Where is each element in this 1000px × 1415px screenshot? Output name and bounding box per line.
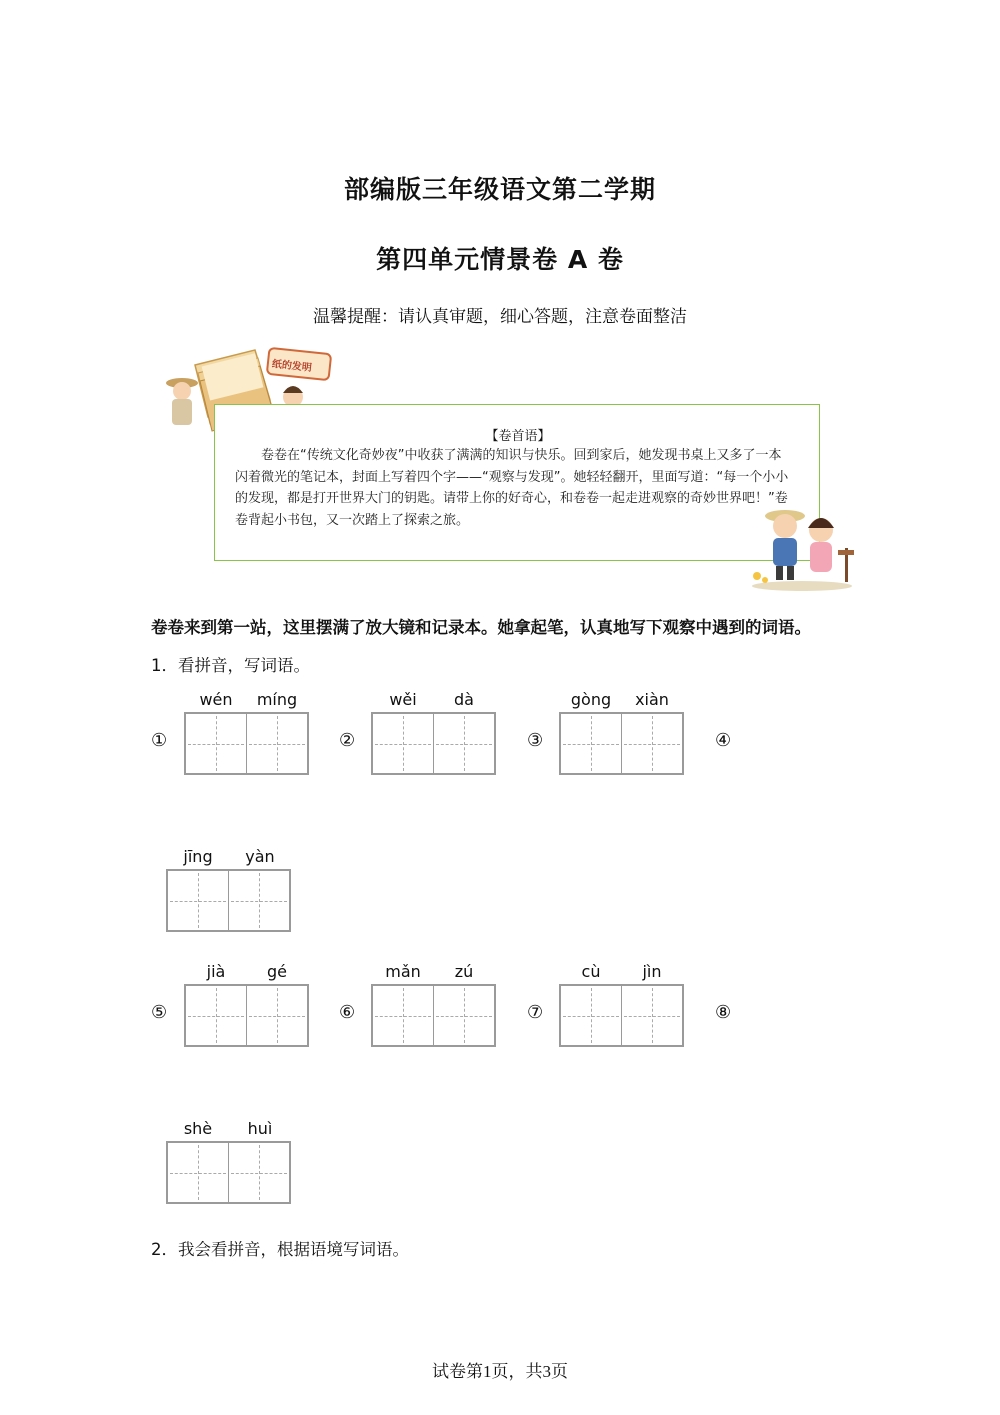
intro-box — [214, 404, 820, 561]
writing-cell[interactable] — [621, 714, 682, 773]
item-8-marker: ⑧ — [715, 1002, 732, 1023]
writing-cell[interactable] — [168, 871, 228, 930]
girl-explorer-icon — [808, 518, 834, 572]
writing-cell[interactable] — [246, 714, 307, 773]
item-6-pinyin-1: mǎn — [385, 962, 421, 981]
writing-cell[interactable] — [561, 714, 621, 773]
intro-text: 卷卷在“传统文化奇妙夜”中收获了满满的知识与快乐。回到家后，她发现书桌上又多了一本闪着微光的笔记本，封面上写着四个字——“观察与发现”。她轻轻翻开，里面写道：“每一个小小的发现，都是打开世界大门的钥匙。请带上你的好奇心，和卷卷一起走进观察的奇妙世界吧！”卷卷背起小书包，又一次踏上了探索之旅。 — [235, 448, 789, 528]
item-2-pinyin-2: dà — [454, 690, 474, 709]
item-6-pinyin-2: zú — [454, 962, 474, 981]
item-3-pinyin-1: gòng — [570, 690, 612, 709]
item-5-answer-boxes[interactable] — [184, 984, 309, 1047]
writing-cell[interactable] — [621, 986, 682, 1045]
item-1-marker: ① — [151, 730, 168, 751]
signpost-icon — [838, 548, 854, 582]
item-2-marker: ② — [339, 730, 356, 751]
item-2-answer-boxes[interactable] — [371, 712, 496, 775]
item-4-pinyin-1: jīng — [183, 847, 213, 866]
children-illustration — [745, 500, 860, 592]
item-8-pinyin-2: huì — [247, 1119, 273, 1138]
writing-cell[interactable] — [373, 986, 433, 1045]
writing-cell[interactable] — [228, 1143, 289, 1202]
item-8-pinyin-1: shè — [183, 1119, 213, 1138]
item-7-pinyin-2: jìn — [642, 962, 662, 981]
writing-cell[interactable] — [186, 986, 246, 1045]
page-footer: 试卷第1页，共3页 — [432, 1362, 568, 1381]
item-5-marker: ⑤ — [151, 1002, 168, 1023]
old-man-figure-icon — [166, 378, 198, 425]
writing-cell[interactable] — [373, 714, 433, 773]
item-1-pinyin-2: míng — [256, 690, 298, 709]
item-7-answer-boxes[interactable] — [559, 984, 684, 1047]
item-4-marker: ④ — [715, 730, 732, 751]
writing-cell[interactable] — [186, 714, 246, 773]
item-1-answer-boxes[interactable] — [184, 712, 309, 775]
question-2-label: 2．我会看拼音，根据语境写词语。 — [151, 1240, 409, 1259]
item-1-pinyin-1: wén — [199, 690, 233, 709]
writing-cell[interactable] — [228, 871, 289, 930]
item-4-pinyin-2: yàn — [245, 847, 275, 866]
boy-explorer-icon — [765, 510, 805, 580]
flower-icon — [753, 572, 768, 583]
item-3-marker: ③ — [527, 730, 544, 751]
item-5-pinyin-1: jià — [206, 962, 226, 981]
item-6-marker: ⑥ — [339, 1002, 356, 1023]
item-6-answer-boxes[interactable] — [371, 984, 496, 1047]
page-subtitle: 第四单元情景卷 A 卷 — [376, 245, 624, 274]
writing-cell[interactable] — [433, 986, 494, 1045]
item-2-pinyin-1: wěi — [389, 690, 417, 709]
section-heading: 卷卷来到第一站，这里摆满了放大镜和记录本。她拿起笔，认真地写下观察中遇到的词语。 — [151, 618, 811, 637]
question-1-label: 1．看拼音，写词语。 — [151, 656, 310, 675]
item-7-marker: ⑦ — [527, 1002, 544, 1023]
item-3-pinyin-2: xiàn — [635, 690, 669, 709]
writing-cell[interactable] — [246, 986, 307, 1045]
writing-cell[interactable] — [168, 1143, 228, 1202]
page-title: 部编版三年级语文第二学期 — [343, 175, 656, 204]
item-5-pinyin-2: gé — [267, 962, 287, 981]
item-3-answer-boxes[interactable] — [559, 712, 684, 775]
item-8-answer-boxes[interactable] — [166, 1141, 291, 1204]
intro-heading: 【卷首语】 — [485, 429, 551, 444]
reminder-text: 温馨提醒：请认真审题，细心答题，注意卷面整洁 — [313, 307, 687, 327]
sign-text: 纸的发明 — [271, 358, 313, 375]
writing-cell[interactable] — [561, 986, 621, 1045]
item-7-pinyin-1: cù — [581, 962, 601, 981]
item-4-answer-boxes[interactable] — [166, 869, 291, 932]
writing-cell[interactable] — [433, 714, 494, 773]
